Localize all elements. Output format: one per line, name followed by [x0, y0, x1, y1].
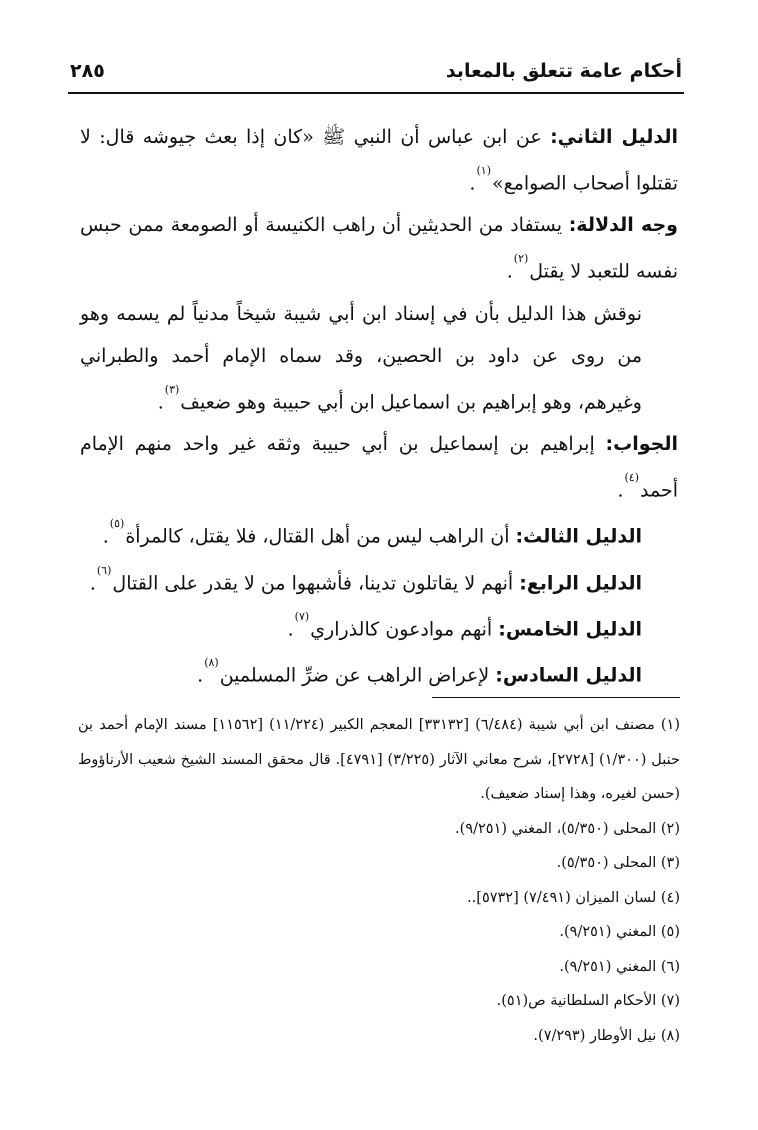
footnote-marker: (٦) [96, 563, 112, 577]
footnote-marker: (٤) [624, 470, 640, 484]
paragraph-text: يستفاد من الحديثين أن راهب الكنيسة أو الصومعة ممن حبس [80, 214, 563, 237]
footnote-marker: (٢) [513, 252, 529, 266]
punctuation: . [157, 390, 164, 413]
paragraph-text: أن الراهب ليس من أهل القتال، فلا يقتل، كالمرأة [125, 525, 510, 548]
punctuation: . [102, 525, 109, 548]
paragraph-label: الدليل الثاني: [550, 126, 678, 148]
paragraph-objection [80, 293, 678, 423]
paragraph-label: الدليل الرابع: [519, 571, 642, 594]
footnote-text: محقق المسند الشيخ شعيب الأرناؤوط (حسن لغيره، وهذا إسناد ضعيف). [78, 751, 680, 802]
punctuation: . [89, 571, 96, 594]
footnote-marker: (١) [476, 164, 491, 177]
punctuation: . [197, 664, 204, 687]
paragraph-text: نوقش هذا الدليل بأن في إسناد ابن أبي شيبة شيخاً مدنياً لم يسمه وهو من [80, 302, 642, 367]
footnote-6: (٦) المغني (٩/٢٥١). [559, 958, 680, 975]
punctuation: . [469, 172, 476, 195]
footnote-5: (٥) المغني (٩/٢٥١). [559, 924, 680, 940]
footnote-4: (٤) لسان الميزان (٧/٤٩١) [٥٧٣٢].. [467, 889, 680, 906]
main-text [80, 116, 678, 697]
footnote-marker: (٧) [294, 609, 310, 623]
paragraph-text: لإعراض الراهب عن ضرِّ المسلمين [219, 664, 490, 687]
paragraph-text: أحمد [640, 479, 678, 502]
footnote-8: (٨) نيل الأوطار (٧/٢٩٣). [533, 1027, 680, 1044]
footnote-7: (٧) الأحكام السلطانية ص(٥١). [496, 993, 680, 1009]
footnote-3: (٣) المحلى (٥/٣٥٠). [556, 855, 680, 871]
page-number: ٢٨٥ [70, 60, 105, 82]
paragraph-text: نفسه للتعبد لا يقتل [529, 260, 678, 283]
footnotes [78, 708, 680, 1053]
punctuation: . [287, 618, 294, 641]
paragraph-text: تقتلوا أصحاب الصوامع» [491, 172, 678, 195]
footnote-text: الإمام أحمد بن حنبل (١/٣٠٠) [٢٧٢٨]، شرح معاني الآثار (٣/٢٢٥) [٤٧٩١]. قال [78, 717, 680, 768]
paragraph-text: أنهم لا يقاتلون تدينا، فأشبهوا من لا يقدر على القتال [112, 571, 514, 594]
footnote-text: (١) مصنف ابن أبي شيبة (٦/٤٨٤) [٣٣١٣٢] المعجم الكبير (١١/٢٢٤) [١١٥٦٢] مسند [173, 717, 680, 733]
footnote-marker: (٣) [164, 382, 180, 396]
paragraph-fourth-evidence [80, 558, 678, 604]
paragraph-text: روى عن داود بن الحصين، وقد سماه الإمام أحمد والطبراني وغيرهم، وهو [80, 344, 642, 413]
header-rule [68, 92, 684, 94]
paragraph-answer [80, 423, 678, 511]
punctuation: . [506, 260, 513, 283]
paragraph-label: الدليل الثالث: [515, 525, 642, 548]
paragraph-text: أنهم موادعون كالذراري [310, 618, 493, 641]
paragraph-text: إبراهيم بن إسماعيل بن أبي حبيبة وثقه غير واحد منهم الإمام [80, 432, 595, 455]
paragraph-label: الدليل السادس: [495, 664, 642, 687]
footnote-2: (٢) المحلى (٥/٣٥٠)، المغني (٩/٢٥١). [455, 820, 680, 837]
paragraph-text: عن ابن عباس أن النبي ﷺ «كان إذا بعث جيوشه قال: لا [80, 126, 542, 148]
footnote-1 [78, 708, 680, 812]
paragraph-label: الدليل الخامس: [498, 618, 642, 641]
paragraph-text: إبراهيم بن اسماعيل ابن أبي حبيبة وهو ضعيف [180, 390, 537, 413]
footnote-marker: (٨) [204, 656, 219, 670]
paragraph-sixth-evidence [80, 650, 678, 696]
paragraph-fifth-evidence [80, 604, 678, 650]
footnote-separator [432, 697, 680, 698]
paragraph-label: الجواب: [605, 432, 678, 455]
running-title: أحكام عامة تتعلق بالمعابد [445, 60, 682, 82]
footnote-marker: (٥) [109, 517, 125, 531]
paragraph-label: وجه الدلالة: [568, 214, 678, 237]
paragraph-second-evidence [80, 116, 678, 204]
page-header [70, 60, 682, 90]
punctuation: . [617, 479, 624, 502]
paragraph-third-evidence [80, 511, 678, 557]
paragraph-evidence-aspect [80, 204, 678, 292]
